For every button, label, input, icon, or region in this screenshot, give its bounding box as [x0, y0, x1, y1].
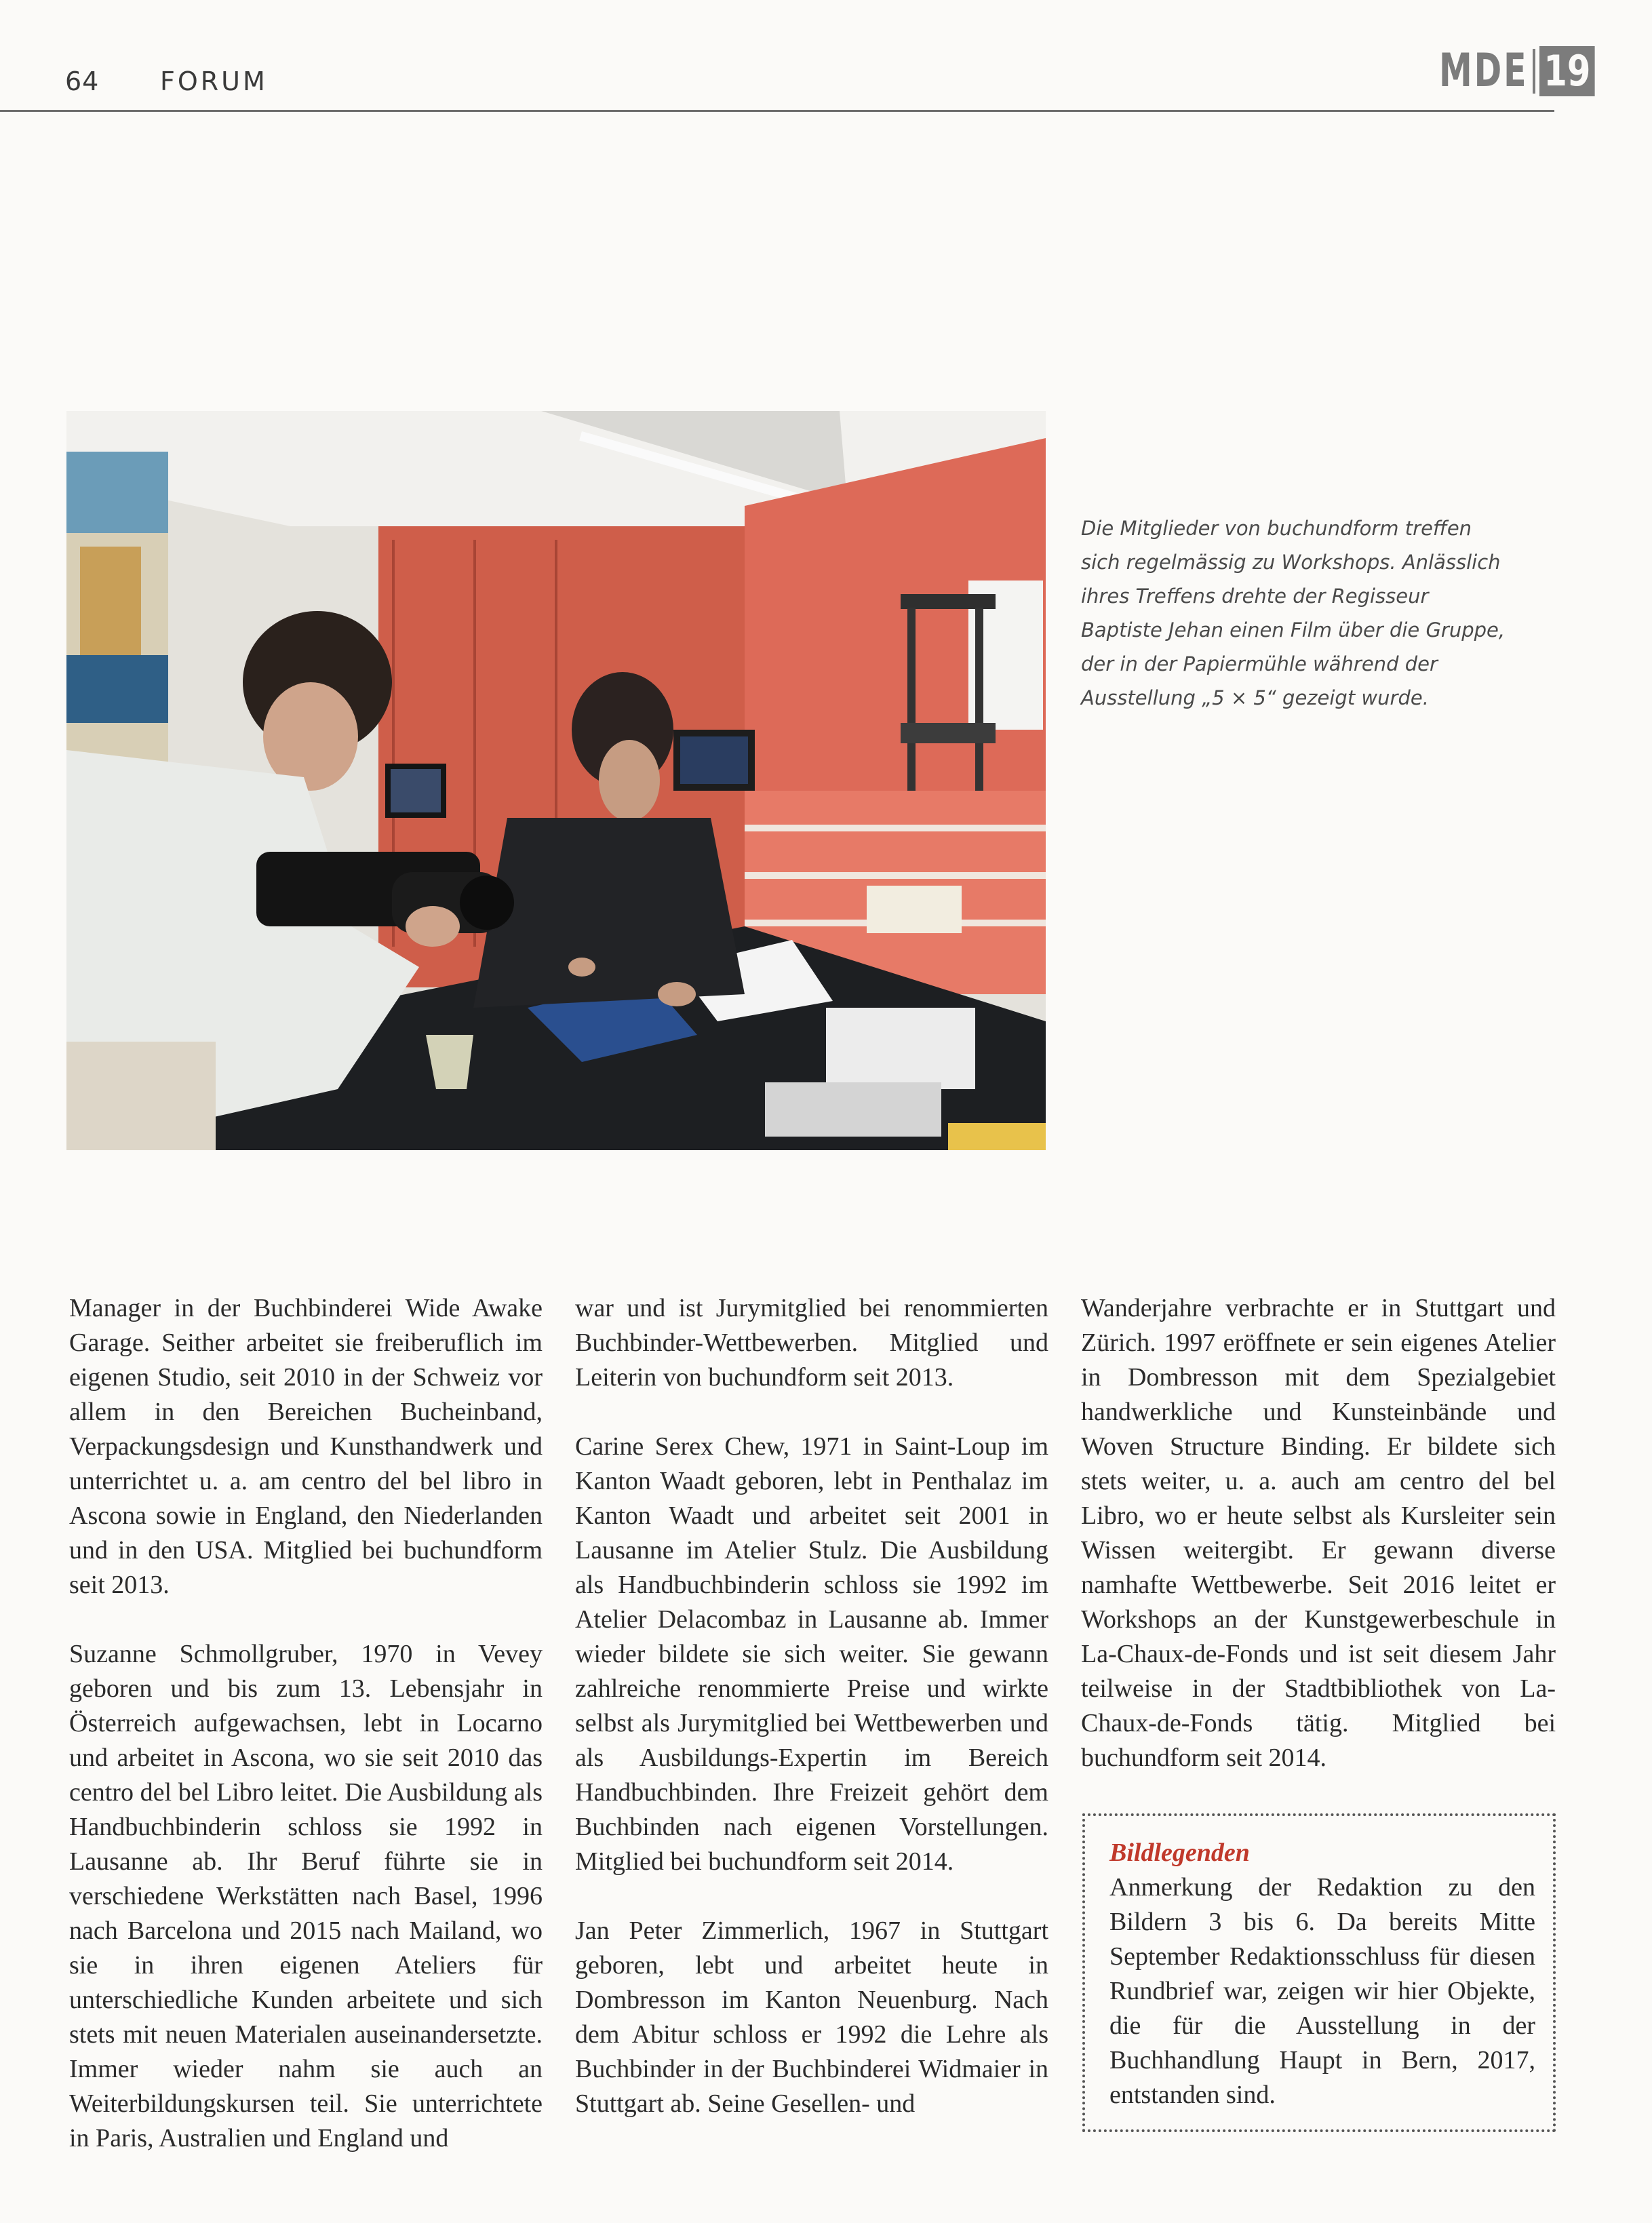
- text-column-1: [69, 1291, 543, 2190]
- photo-caption: Die Mitglieder von buchundform treffen sich regelmässig zu Workshops. Anlässlich ihres Treffens drehte der Regisseur Baptiste Jehan einen Film über die Gruppe, der in der Papiermühle während der Ausstellung „5 × 5“ gezeigt wurde.: [1081, 517, 1506, 709]
- paragraph: Carine Serex Chew, 1971 in Saint-Loup im Kanton Waadt geboren, lebt in Penthalaz im Kanton Waadt und arbeitet seit 2001 in Lausanne im Atelier Stulz. Die Ausbildung als Handbuchbinderin schloss sie 1992 im Atelier Delacombaz in Lausanne ab. Immer wieder bildete sie sich weiter. Sie gewann zahlreiche renommierte Preise und wirkte selbst als Jurymitglied bei Wettbewerben und als Ausbildungs-Expertin im Bereich Handbuchbinden. Ihre Freizeit gehört dem Buchbinden nach eigenen Vorstellungen. Mitglied bei buchundform seit 2014.: [575, 1432, 1048, 1876]
- paragraph: Manager in der Buchbinderei Wide Awake Garage. Seither arbeitet sie freiberuflich im eigenen Studio, seit 2010 in der Schweiz vor allem in den Bereichen Bucheinband, Verpackungsdesign und Kunsthandwerk und unterrichtet u. a. am centro del bel libro in Ascona sowie in England, den Niederlanden und in den USA. Mitglied bei buchundform seit 2013.: [69, 1294, 543, 1599]
- logo-number: 19: [1539, 46, 1595, 96]
- info-box-body: Anmerkung der Redaktion zu den Bildern 3 bis 6. Da bereits Mitte September Redaktionsschluss für diesen Rundbrief war, zeigen wir hier Objekte, die für die Ausstellung in der Buchhandlung Haupt in Bern, 2017, entstanden sind.: [1109, 1873, 1535, 2109]
- info-box: [1082, 1813, 1556, 2132]
- paragraph: Wanderjahre verbrachte er in Stuttgart und Zürich. 1997 eröffnete er sein eigenes Atelier in Dombresson mit dem Spezialgebiet handwerkliche und Kunsteinbände und Woven Structure Binding. Er bildete sich stets weiter, u. a. auch am centro del bel Libro, wo er heute selbst als Kursleiter sein Wissen weitergibt. Er gewann diverse namhafte Wettbewerbe. Seit 2016 leitet er Workshops an der Kunstgewerbeschule in La-Chaux-de-Fonds und ist seit diesem Jahr teilweise in der Stadtbibliothek von La-Chaux-de-Fonds tätig. Mitglied bei buchundform seit 2014.: [1081, 1294, 1556, 1772]
- paragraph: Jan Peter Zimmerlich, 1967 in Stuttgart geboren, lebt und arbeitet heute in Dombresson im Kanton Neuenburg. Nach dem Abitur schloss er 1992 die Lehre als Buchbinder in der Buchbinderei Widmaier in Stuttgart ab. Seine Gesellen- und: [575, 1916, 1048, 2118]
- magazine-logo: [1439, 46, 1609, 96]
- page-number: 64: [65, 66, 100, 96]
- section-title: FORUM: [160, 66, 268, 96]
- info-box-title: Bildlegenden: [1109, 1838, 1250, 1867]
- paragraph: war und ist Jurymitglied bei renommierten Buchbinder-Wettbewerben. Mitglied und Leiterin von buchundform seit 2013.: [575, 1294, 1048, 1392]
- logo-separator: [1533, 49, 1535, 94]
- workshop-photo: [66, 411, 1046, 1150]
- text-column-3: [1081, 1291, 1556, 1810]
- logo-text: MDE: [1439, 44, 1529, 98]
- text-column-2: [575, 1291, 1048, 2156]
- header-rule: [0, 110, 1554, 112]
- paragraph: Suzanne Schmollgruber, 1970 in Vevey geboren und bis zum 13. Lebensjahr in Österreich aufgewachsen, lebt in Locarno und arbeitet in Ascona, wo sie seit 2010 das centro del bel Libro leitet. Die Ausbildung als Handbuchbinderin schloss sie 1992 in Lausanne ab. Ihr Beruf führte sie in verschiedene Werkstätten nach Basel, 1996 nach Barcelona und 2015 nach Mailand, wo sie in ihren eigenen Ateliers für unterschiedliche Kunden arbeitete und sich stets mit neuen Materialen auseinandersetzte. Immer wieder nahm sie auch an Weiterbildungskursen teil. Sie unterrichtete in Paris, Australien und England und: [69, 1640, 543, 2152]
